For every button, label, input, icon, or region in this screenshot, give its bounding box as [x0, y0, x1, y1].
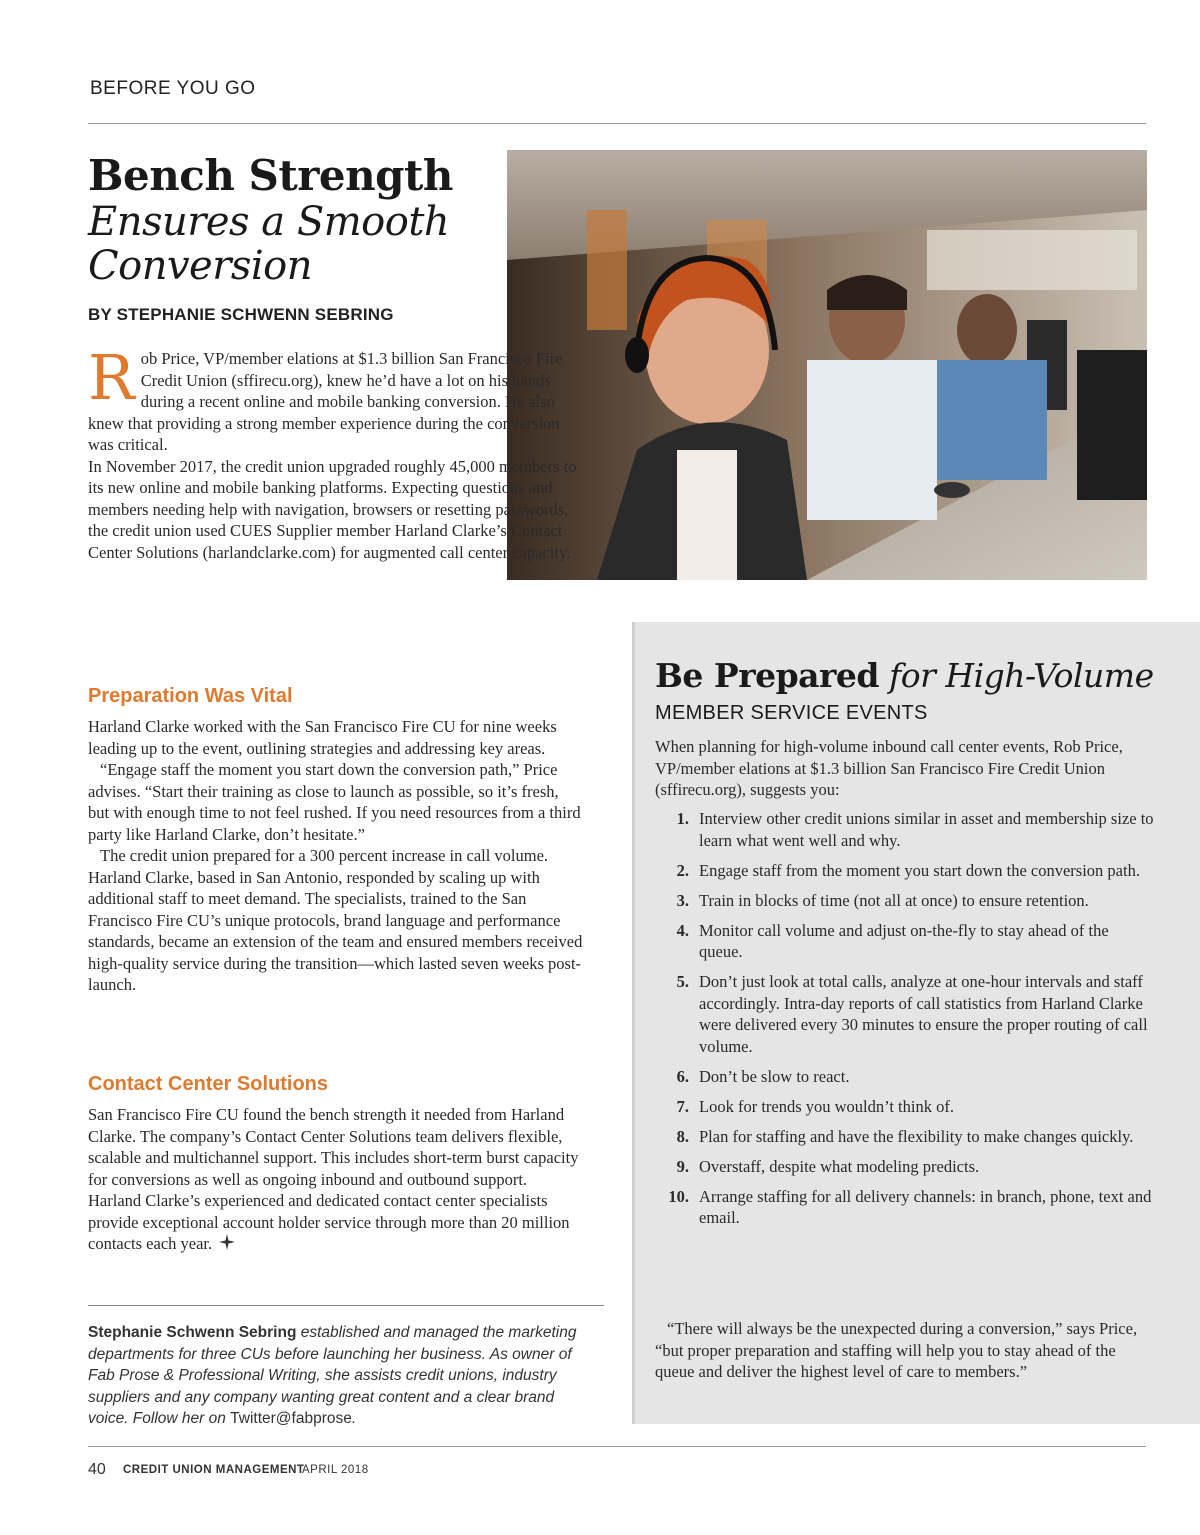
- bio-divider: [88, 1305, 604, 1306]
- subhead-contact-center: Contact Center Solutions: [88, 1073, 329, 1095]
- list-item: [655, 1066, 1155, 1088]
- list-item-number: 6.: [676, 1066, 689, 1086]
- article-title: [88, 152, 498, 288]
- list-item-number: 8.: [676, 1126, 689, 1146]
- list-item: [655, 860, 1155, 882]
- sidebar-title-italic: for High-Volume: [879, 656, 1154, 695]
- end-mark-icon: [218, 1233, 236, 1257]
- list-item-number: 3.: [676, 890, 689, 910]
- list-item-text: Look for trends you wouldn’t think of.: [699, 1096, 954, 1116]
- preparation-section: [88, 716, 583, 996]
- prep-paragraph-3: The credit union prepared for a 300 percent increase in call volume. Harland Clarke, based in San Antonio, responded by scaling up with additional staff to meet demand. The specialists, trained to the San Francisco Fire CU’s unique protocols, brand language and performance standards, became an extension of the team and ensured members received high-quality service during the transition—which lasted seven weeks post-launch.: [88, 846, 583, 994]
- list-item-text: Don’t be slow to react.: [699, 1066, 850, 1086]
- title-line-1: Bench Strength: [88, 151, 453, 200]
- bottom-divider: [88, 1446, 1146, 1447]
- list-item-text: Don’t just look at total calls, analyze at one-hour intervals and staff accordingly. Intra-day reports of call statistics from Harland Clarke were delivered every 30 minutes to ensure the proper routing of call volume.: [699, 972, 1148, 1056]
- page-number: 40: [88, 1461, 106, 1478]
- list-item: [655, 890, 1155, 912]
- prep-paragraph-1: Harland Clarke worked with the San Francisco Fire CU for nine weeks leading up to the event, outlining strategies and addressing key areas.: [88, 717, 557, 758]
- drop-cap: R: [88, 341, 135, 414]
- title-line-2: Ensures a Smooth: [88, 199, 450, 245]
- subhead-preparation: Preparation Was Vital: [88, 685, 293, 707]
- section-label: BEFORE YOU GO: [90, 78, 256, 99]
- sidebar-title-bold: Be Prepared: [655, 656, 879, 695]
- prep-paragraph-2: “Engage staff the moment you start down the conversion path,” Price advises. “Start their training as close to launch as possible, so it’s fresh, but with enough time to not feel rushed. If you need resources from a third party like Harland Clarke, don’t hesitate.”: [88, 760, 581, 844]
- call-center-photo: [507, 150, 1147, 580]
- sidebar-quote: “There will always be the unexpected during a conversion,” says Price, “but proper preparation and staffing will help you to stay ahead of the queue and deliver the highest level of care to members.”: [655, 1319, 1138, 1381]
- list-item: [655, 1126, 1155, 1148]
- list-item-text: Arrange staffing for all delivery channels: in branch, phone, text and email.: [699, 1186, 1152, 1227]
- list-item-text: Overstaff, despite what modeling predicts.: [699, 1156, 980, 1176]
- title-line-3: Conversion: [88, 243, 313, 289]
- list-item: [655, 1156, 1155, 1178]
- top-divider: [88, 123, 1146, 124]
- author-bio: [88, 1322, 588, 1430]
- contact-section: [88, 1104, 583, 1257]
- list-item-number: 7.: [676, 1096, 689, 1116]
- bio-twitter-handle: Twitter@fabprose: [230, 1410, 352, 1427]
- sidebar-title: [655, 656, 1154, 695]
- intro-paragraph-1: ob Price, VP/member elations at $1.3 billion San Francisco Fire Credit Union (sffirecu.org), knew he’d have a lot on his hands during a recent online and mobile banking conversion. He also knew that providing a strong member experience during the conversion was critical.: [88, 349, 563, 454]
- tips-list: [655, 808, 1155, 1237]
- list-item-number: 9.: [676, 1156, 689, 1176]
- list-item-number: 4.: [676, 920, 689, 940]
- list-item-number: 2.: [676, 860, 689, 880]
- publication-name: CREDIT UNION MANAGEMENT: [123, 1464, 305, 1476]
- bio-text: established and managed the marketing departments for three CUs before launching her business. As owner of Fab Prose & Professional Writing, she assists credit unions, industry suppliers and any company wanting great content and a clear brand voice. Follow her on: [88, 1324, 577, 1427]
- list-item: [655, 1186, 1155, 1229]
- sidebar-subtitle: MEMBER SERVICE EVENTS: [655, 702, 928, 724]
- list-item: [655, 1096, 1155, 1118]
- list-item-text: Train in blocks of time (not all at once) to ensure retention.: [699, 890, 1089, 910]
- tips-sidebar: [632, 622, 1200, 1424]
- contact-paragraph-text: San Francisco Fire CU found the bench strength it needed from Harland Clarke. The company’s Contact Center Solutions team delivers flexible, scalable and multichannel support. This includes short-term burst capacity for conversions as well as ongoing inbound and outbound support. Harland Clarke’s experienced and dedicated contact center specialists provide exceptional account holder service through more than 20 million contacts each year.: [88, 1105, 579, 1253]
- list-item: [655, 808, 1155, 851]
- list-item-text: Interview other credit unions similar in asset and membership size to learn what went well and why.: [699, 809, 1154, 850]
- bio-end: .: [351, 1410, 357, 1427]
- list-item-number: 10.: [668, 1186, 689, 1206]
- list-item: [655, 971, 1155, 1057]
- list-item: [655, 920, 1155, 963]
- list-item-text: Monitor call volume and adjust on-the-fly to stay ahead of the queue.: [699, 920, 1109, 961]
- intro-paragraph-2: In November 2017, the credit union upgraded roughly 45,000 members to its new online and mobile banking platforms. Expecting questions and members needing help with navigation, browsers or resetting passwords, the credit union used CUES Supplier member Harland Clarke’s Contact Center Solutions (harlandclarke.com) for augmented call center capacity.: [88, 456, 577, 562]
- contact-paragraph: [88, 1104, 583, 1257]
- list-item-number: 1.: [676, 809, 689, 828]
- byline: BY STEPHANIE SCHWENN SEBRING: [88, 305, 394, 324]
- issue-date: APRIL 2018: [302, 1464, 369, 1476]
- list-item-number: 5.: [676, 972, 689, 991]
- list-item-text: Plan for staffing and have the flexibility to make changes quickly.: [699, 1126, 1134, 1146]
- article-intro: [88, 341, 583, 563]
- list-item-text: Engage staff from the moment you start down the conversion path.: [699, 860, 1140, 880]
- sidebar-intro: When planning for high-volume inbound call center events, Rob Price, VP/member elations at $1.3 billion San Francisco Fire Credit Union (sffirecu.org), suggests you:: [655, 737, 1123, 799]
- bio-author-name: Stephanie Schwenn Sebring: [88, 1324, 297, 1341]
